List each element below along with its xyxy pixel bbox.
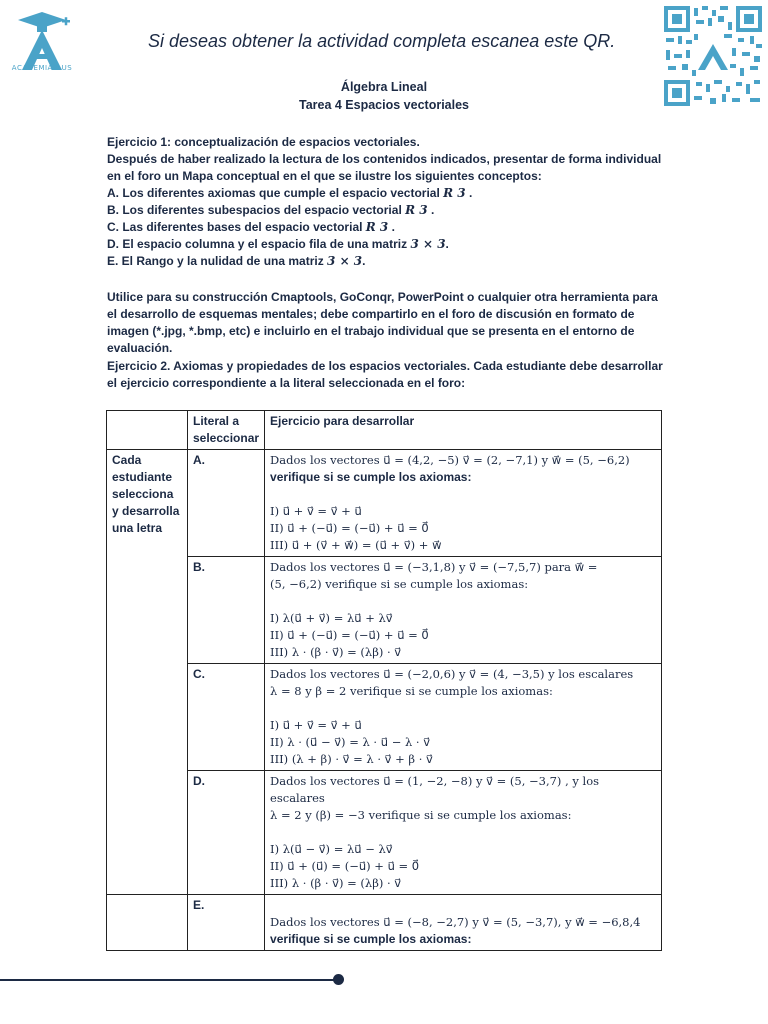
table-literal: C. xyxy=(188,664,265,771)
table-side-label: Cada estudiante selecciona y desarrolla una letra xyxy=(107,450,188,895)
exercise-1-item-c: C. Las diferentes bases del espacio vectorial R 3 . xyxy=(107,220,395,234)
table-row xyxy=(107,557,662,664)
table-row xyxy=(107,771,662,895)
exercise-1-item-a: A. Los diferentes axiomas que cumple el espacio vectorial R 3 . xyxy=(107,186,473,200)
exercise-1-item-e: E. El Rango y la nulidad de una matriz 3 × 3. xyxy=(107,254,366,268)
table-header-exercise: Ejercicio para desarrollar xyxy=(265,411,662,450)
logo-text: ACADEMIAPLUS xyxy=(11,64,73,72)
exercise-1-intro: Después de haber realizado la lectura de los contenidos indicados, presentar de forma individual en el foro un Mapa conceptual en el que se ilustre los siguientes conceptos: xyxy=(107,152,662,183)
footer-divider xyxy=(0,979,338,981)
table-exercise: Dados los vectores u⃗ = (−8, −2,7) y v⃗ = (5, −3,7), y w⃗ = −6,8,4 verifique si se cumple los axiomas: xyxy=(265,895,662,951)
document-title: Álgebra Lineal xyxy=(340,80,428,94)
table-row xyxy=(107,664,662,771)
footer-dot xyxy=(333,974,344,985)
exercise-2-heading: Ejercicio 2. Axiomas y propiedades de los espacios vectoriales. Cada estudiante debe desarrollar el ejercicio correspondiente a la literal seleccionada en el foro: xyxy=(107,359,663,390)
table-row xyxy=(107,450,662,557)
exercise-1-item-b: B. Los diferentes subespacios del espacio vectorial R 3 . xyxy=(107,203,435,217)
exercise-table xyxy=(106,410,662,951)
exercise-1-tools: Utilice para su construcción Cmaptools, GoConqr, PowerPoint o cualquier otra herramienta para el desarrollo de esquemas mentales; debe compartirlo en el foro de discusión en formato de imagen (*.jpg, *.bmp, etc) e incluirlo en el trabajo individual que se presenta en el entorno de evaluación. xyxy=(107,290,658,355)
exercise-1 xyxy=(107,134,667,270)
table-header-empty xyxy=(107,411,188,450)
table-exercise: Dados los vectores u⃗ = (1, −2, −8) y v⃗ = (5, −3,7) , y los escalares λ = 2 y (β) = −3 verifique si se cumple los axiomas: I) λ(u⃗ − v⃗) = λu⃗ − λv⃗ II) u⃗ + (u⃗) = (−u⃗) + u⃗ = 0⃗ III) λ · (β · v⃗) = (λβ) · v⃗ xyxy=(265,771,662,895)
qr-prompt: Si deseas obtener la actividad completa escanea este QR. xyxy=(148,31,616,51)
table-header-row xyxy=(107,411,662,450)
table-side-empty xyxy=(107,895,188,951)
table-literal: B. xyxy=(188,557,265,664)
table-literal: A. xyxy=(188,450,265,557)
table-exercise: Dados los vectores u⃗ = (4,2, −5) v⃗ = (2, −7,1) y w⃗ = (5, −6,2) verifique si se cumple los axiomas: I) u⃗ + v⃗ = v⃗ + u⃗ II) u⃗ + (−u⃗) = (−u⃗) + u⃗ = 0⃗ III) u⃗ + (v⃗ + w⃗) = (u⃗ + v⃗) + w⃗ xyxy=(265,450,662,557)
document-subtitle: Tarea 4 Espacios vectoriales xyxy=(298,98,469,112)
table-exercise: Dados los vectores u⃗ = (−3,1,8) y v⃗ = (−7,5,7) para w⃗ = (5, −6,2) verifique si se cumple los axiomas: I) λ(u⃗ + v⃗) = λu⃗ + λv⃗ II) u⃗ + (−u⃗) = (−u⃗) + u⃗ = 0⃗ III) λ · (β · v⃗) = (λβ) · v⃗ xyxy=(265,557,662,664)
table-header-literal: Literal a seleccionar xyxy=(188,411,265,450)
table-literal: D. xyxy=(188,771,265,895)
table-literal: E. xyxy=(188,895,265,951)
table-row xyxy=(107,895,662,951)
table-exercise: Dados los vectores u⃗ = (−2,0,6) y v⃗ = (4, −3,5) y los escalares λ = 8 y β = 2 verifique si se cumple los axiomas: I) u⃗ + v⃗ = v⃗ + u⃗ II) λ · (u⃗ − v⃗) = λ · u⃗ − λ · v⃗ III) (λ + β) · v⃗ = λ · v⃗ + β · v⃗ xyxy=(265,664,662,771)
exercise-1-heading: Ejercicio 1: conceptualización de espacios vectoriales. xyxy=(107,135,420,149)
exercise-1-item-d: D. El espacio columna y el espacio fila de una matriz 3 × 3. xyxy=(107,237,449,251)
